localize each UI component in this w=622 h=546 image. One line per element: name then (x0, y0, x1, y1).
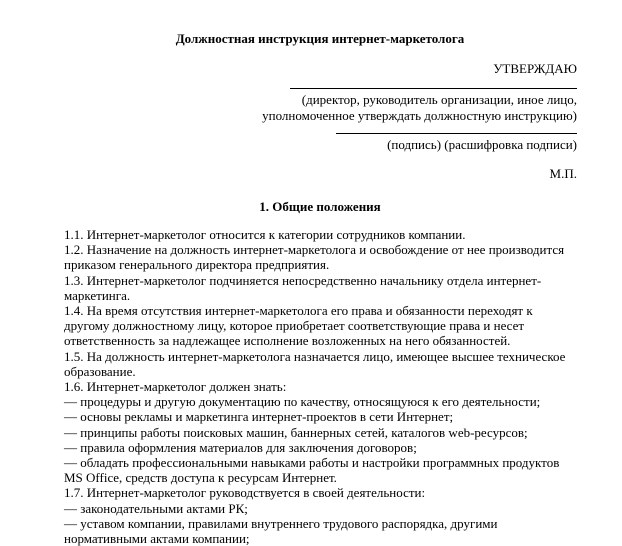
body-line: — основы рекламы и маркетинга интернет-проектов в сети Интернет; (64, 409, 454, 425)
body-line: — процедуры и другую документацию по качеству, относящуюся к его деятельности; (64, 394, 541, 410)
approver-signature-line (290, 88, 577, 89)
body-line: — обладать профессиональными навыками работы и настройки программных продуктов (64, 455, 560, 471)
approval-label: УТВЕРЖДАЮ (493, 61, 577, 76)
body-line: — правила оформления материалов для заключения договоров; (64, 439, 417, 455)
body-line: 1.4. На время отсутствия интернет-маркетолога его права и обязанности переходят к (64, 303, 533, 319)
body-line: 1.6. Интернет-маркетолог должен знать: (64, 379, 287, 395)
body-line: образование. (64, 363, 136, 379)
body-line: ответственность за надлежащее исполнение возложенных на него обязанностей. (64, 333, 511, 349)
body-line: нормативными актами компании; (64, 531, 250, 546)
body-line: 1.7. Интернет-маркетолог руководствуется в своей деятельности: (64, 485, 426, 501)
signature-note: (подпись) (расшифровка подписи) (387, 137, 577, 152)
seal-mark: М.П. (549, 166, 577, 181)
document-title: Должностная инструкция интернет-маркетолога (175, 31, 465, 46)
body-line: маркетинга. (64, 287, 131, 303)
approver-note-line: уполномоченное утверждать должностную инструкцию) (262, 108, 577, 123)
body-line: приказом генерального директора предприятия. (64, 257, 330, 273)
approver-note (262, 92, 577, 124)
signature-line (336, 133, 577, 134)
body-line: — законодательными актами РК; (64, 500, 248, 516)
body-line: MS Office, средств доступа к ресурсам Интернет. (64, 470, 337, 486)
body-line: — принципы работы поисковых машин, баннерных сетей, каталогов web-ресурсов; (64, 424, 528, 440)
body-line: 1.3. Интернет-маркетолог подчиняется непосредственно начальнику отдела интернет- (64, 272, 542, 288)
body-line: — уставом компании, правилами внутреннего трудового распорядка, другими (64, 515, 498, 531)
body-line: 1.2. Назначение на должность интернет-маркетолога и освобождение от нее производится (64, 242, 565, 258)
approver-note-line: (директор, руководитель организации, иное лицо, (301, 92, 577, 107)
section-body (64, 227, 584, 546)
body-line: 1.5. На должность интернет-маркетолога назначается лицо, имеющее высшее техническое (64, 348, 566, 364)
body-line: другому должностному лицу, которое приобретает соответствующие права и несет (64, 318, 525, 334)
section-title: 1. Общие положения (259, 199, 381, 214)
body-line: 1.1. Интернет-маркетолог относится к категории сотрудников компании. (64, 227, 466, 242)
